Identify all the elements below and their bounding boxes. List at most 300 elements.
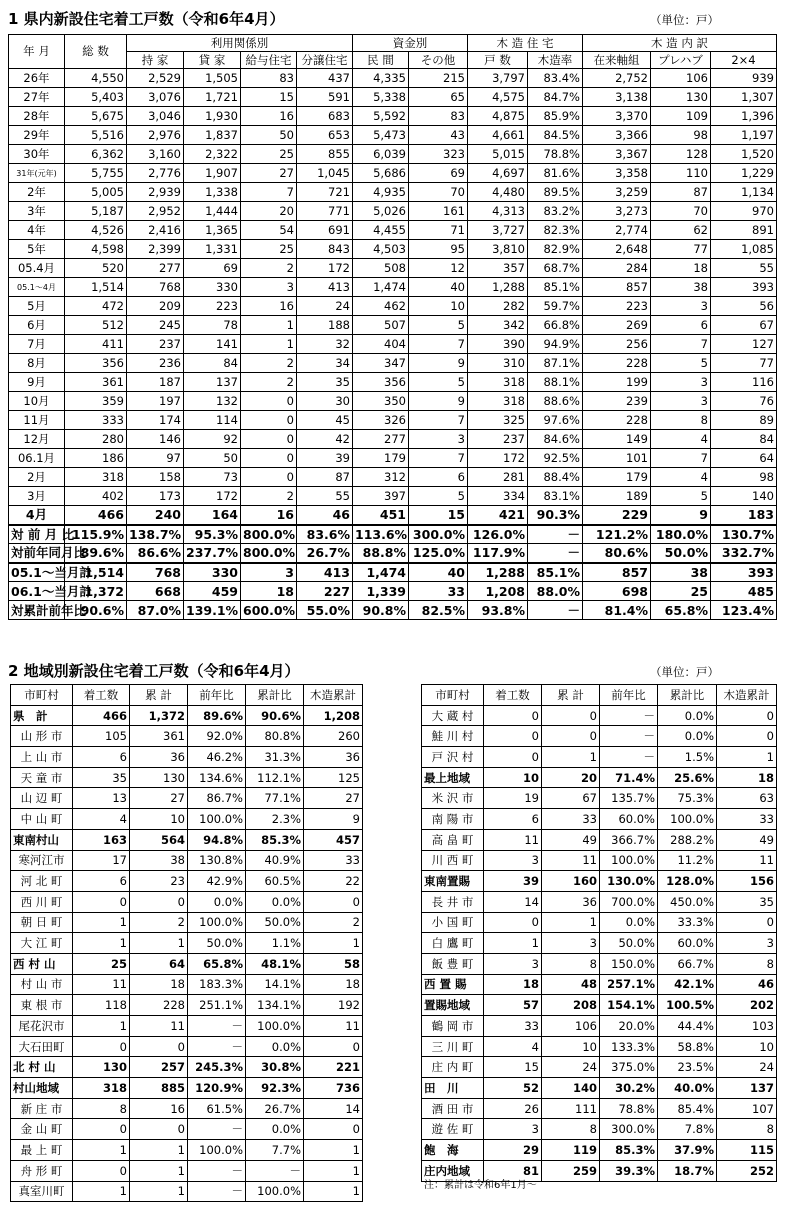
- table-cell: 101: [583, 449, 651, 468]
- region-cell: 8: [73, 1098, 130, 1119]
- table-row: [9, 259, 777, 278]
- region-cell: 75.3%: [658, 788, 717, 809]
- region-table-right: [421, 684, 777, 1182]
- table-cell: 4: [651, 430, 711, 449]
- sub-header-cell: 給与住宅: [241, 52, 297, 69]
- region-cell: 3: [484, 850, 542, 871]
- municipality-name: 飽 海: [422, 1140, 484, 1161]
- region-cell: 78.8%: [600, 1098, 658, 1119]
- table-cell: 10: [409, 297, 468, 316]
- table-cell: 2,939: [127, 183, 184, 202]
- region-row: [422, 726, 777, 747]
- table-cell: 84.7%: [528, 88, 583, 107]
- table-cell: 83: [409, 107, 468, 126]
- table-cell: 125.0%: [409, 544, 468, 563]
- municipality-name: 中 山 町: [11, 809, 73, 830]
- municipality-name: 飯 豊 町: [422, 953, 484, 974]
- region-cell: 100.0%: [188, 809, 246, 830]
- table-cell: 16: [241, 297, 297, 316]
- header-year-month: 年 月: [9, 35, 65, 69]
- municipality-name: 三 川 町: [422, 1036, 484, 1057]
- table-cell: 158: [127, 468, 184, 487]
- region-header-cell: 着工数: [73, 685, 130, 706]
- region-cell: 257: [130, 1057, 188, 1078]
- region-cell: 154.1%: [600, 995, 658, 1016]
- region-cell: 35: [73, 767, 130, 788]
- table-cell: 84: [711, 430, 777, 449]
- table-row: [9, 373, 777, 392]
- table-cell: 1,288: [468, 278, 528, 297]
- region-cell: 0.0%: [246, 891, 304, 912]
- table-cell: 5,473: [353, 126, 409, 145]
- table-row: [9, 278, 777, 297]
- table-cell: 97: [127, 449, 184, 468]
- region-cell: 8: [542, 953, 600, 974]
- region-cell: 36: [304, 747, 363, 768]
- table-cell: 88.4%: [528, 468, 583, 487]
- region-cell: 466: [73, 705, 130, 726]
- table-cell: 126.0%: [468, 525, 528, 544]
- region-cell: 29: [484, 1140, 542, 1161]
- region-row: [422, 1078, 777, 1099]
- region-cell: 94.8%: [188, 829, 246, 850]
- region-cell: 105: [73, 726, 130, 747]
- table-cell: 236: [127, 354, 184, 373]
- municipality-name: 庄 内 町: [422, 1057, 484, 1078]
- table-cell: 9: [409, 392, 468, 411]
- table-cell: 215: [409, 69, 468, 88]
- region-row: [422, 1057, 777, 1078]
- region-cell: 40.9%: [246, 850, 304, 871]
- table-cell: 1,396: [711, 107, 777, 126]
- region-cell: 39: [484, 871, 542, 892]
- region-row: [422, 974, 777, 995]
- table-cell: 141: [184, 335, 241, 354]
- table-cell: 472: [65, 297, 127, 316]
- table-cell: 88.6%: [528, 392, 583, 411]
- region-cell: 134.1%: [246, 995, 304, 1016]
- region-row: [11, 747, 363, 768]
- region-cell: 1: [73, 912, 130, 933]
- region-row: [11, 1140, 363, 1161]
- table-cell: 149: [583, 430, 651, 449]
- region-row: [422, 1140, 777, 1161]
- region-cell: 60.0%: [658, 933, 717, 954]
- row-label: 05.1～当月計: [9, 563, 65, 582]
- table-row: [9, 544, 777, 563]
- municipality-name: 北 村 山: [11, 1057, 73, 1078]
- table-cell: 45: [297, 411, 353, 430]
- table-cell: 77: [711, 354, 777, 373]
- region-cell: －: [188, 1036, 246, 1057]
- region-row: [11, 767, 363, 788]
- municipality-name: 戸 沢 村: [422, 747, 484, 768]
- municipality-name: 西 村 山: [11, 953, 73, 974]
- region-cell: 50.0%: [600, 933, 658, 954]
- region-cell: 100.0%: [658, 809, 717, 830]
- region-table-left: [10, 684, 363, 1202]
- table-cell: 228: [583, 354, 651, 373]
- table-cell: 83.1%: [528, 487, 583, 506]
- region-cell: 252: [717, 1160, 777, 1181]
- region-cell: 202: [717, 995, 777, 1016]
- table-cell: 88.1%: [528, 373, 583, 392]
- region-cell: 11: [304, 1016, 363, 1037]
- region-cell: 46: [717, 974, 777, 995]
- region-cell: 22: [304, 871, 363, 892]
- row-label: 6月: [9, 316, 65, 335]
- table-cell: 359: [65, 392, 127, 411]
- municipality-name: 河 北 町: [11, 871, 73, 892]
- region-header-cell: 前年比: [600, 685, 658, 706]
- region-row: [422, 809, 777, 830]
- region-cell: 27: [304, 788, 363, 809]
- table-cell: 3,727: [468, 221, 528, 240]
- table-cell: 87.0%: [127, 601, 184, 620]
- region-cell: 375.0%: [600, 1057, 658, 1078]
- table-cell: 82.3%: [528, 221, 583, 240]
- region-row: [11, 809, 363, 830]
- region-cell: 10: [717, 1036, 777, 1057]
- table-cell: 2: [241, 354, 297, 373]
- region-row: [11, 912, 363, 933]
- table-cell: 85.1%: [528, 278, 583, 297]
- table-cell: 86.6%: [127, 544, 184, 563]
- table-cell: 7: [651, 449, 711, 468]
- table-cell: 89: [711, 411, 777, 430]
- table-row: [9, 487, 777, 506]
- table-row: [9, 164, 777, 183]
- region-cell: 4: [73, 809, 130, 830]
- table-cell: 333: [65, 411, 127, 430]
- table-cell: 187: [127, 373, 184, 392]
- region-cell: 1: [73, 1140, 130, 1161]
- region-cell: 35: [717, 891, 777, 912]
- table-cell: 65.8%: [651, 601, 711, 620]
- region-cell: 0.0%: [246, 1036, 304, 1057]
- region-cell: 100.0%: [600, 850, 658, 871]
- table-cell: 280: [65, 430, 127, 449]
- region-cell: －: [188, 1181, 246, 1202]
- table-row: [9, 468, 777, 487]
- region-cell: 1: [73, 933, 130, 954]
- table-cell: 26.7%: [297, 544, 353, 563]
- region-header-cell: 市町村: [11, 685, 73, 706]
- housing-starts-table: [8, 34, 777, 620]
- municipality-name: 新 庄 市: [11, 1098, 73, 1119]
- table-cell: 121.2%: [583, 525, 651, 544]
- region-cell: 163: [73, 829, 130, 850]
- region-cell: 1,372: [130, 705, 188, 726]
- table-cell: 1,288: [468, 563, 528, 582]
- table-cell: 3,138: [583, 88, 651, 107]
- table-cell: 1,514: [65, 278, 127, 297]
- region-cell: 67: [542, 788, 600, 809]
- table-cell: 240: [127, 506, 184, 525]
- municipality-name: 大 江 町: [11, 933, 73, 954]
- row-label: 26年: [9, 69, 65, 88]
- region-cell: 58.8%: [658, 1036, 717, 1057]
- region-cell: 366.7%: [600, 829, 658, 850]
- table-cell: 80.6%: [583, 544, 651, 563]
- table-cell: 600.0%: [241, 601, 297, 620]
- table-cell: 114: [184, 411, 241, 430]
- sub-header-cell: 分譲住宅: [297, 52, 353, 69]
- table-cell: 83.4%: [528, 69, 583, 88]
- table-cell: 361: [65, 373, 127, 392]
- sub-header-cell: 貸 家: [184, 52, 241, 69]
- region-cell: 120.9%: [188, 1078, 246, 1099]
- row-label: 9月: [9, 373, 65, 392]
- table-cell: 227: [297, 582, 353, 601]
- table-cell: 73: [184, 468, 241, 487]
- region-cell: 20.0%: [600, 1016, 658, 1037]
- table-row: [9, 183, 777, 202]
- table-cell: 67: [711, 316, 777, 335]
- region-cell: 60.0%: [600, 809, 658, 830]
- region-cell: 33: [304, 850, 363, 871]
- table-cell: 197: [127, 392, 184, 411]
- table-cell: 2,529: [127, 69, 184, 88]
- region-cell: 13: [73, 788, 130, 809]
- table-cell: 3: [409, 430, 468, 449]
- sub-header-cell: その他: [409, 52, 468, 69]
- table-cell: 1,365: [184, 221, 241, 240]
- region-cell: 71.4%: [600, 767, 658, 788]
- table-cell: 0: [241, 468, 297, 487]
- table-cell: 2,776: [127, 164, 184, 183]
- table-cell: 15: [409, 506, 468, 525]
- region-cell: 156: [717, 871, 777, 892]
- region-row: [422, 995, 777, 1016]
- municipality-name: 最 上 町: [11, 1140, 73, 1161]
- region-row: [422, 891, 777, 912]
- table-cell: 462: [353, 297, 409, 316]
- region-row: [11, 871, 363, 892]
- table-cell: 318: [65, 468, 127, 487]
- table-cell: 140: [711, 487, 777, 506]
- region-cell: 245.3%: [188, 1057, 246, 1078]
- region-cell: 183.3%: [188, 974, 246, 995]
- region-cell: 130: [73, 1057, 130, 1078]
- region-cell: 25.6%: [658, 767, 717, 788]
- table-cell: 421: [468, 506, 528, 525]
- table-cell: 5,686: [353, 164, 409, 183]
- table-row: [9, 392, 777, 411]
- region-cell: 1.5%: [658, 747, 717, 768]
- region-cell: 1,208: [304, 705, 363, 726]
- region-cell: 31.3%: [246, 747, 304, 768]
- row-label: 29年: [9, 126, 65, 145]
- table-cell: 88.8%: [353, 544, 409, 563]
- table-cell: 0: [241, 430, 297, 449]
- row-label: 3年: [9, 202, 65, 221]
- region-cell: 0.0%: [658, 705, 717, 726]
- row-label: 11月: [9, 411, 65, 430]
- table-cell: 5: [409, 487, 468, 506]
- table-cell: 50: [184, 449, 241, 468]
- region-cell: 134.6%: [188, 767, 246, 788]
- table-cell: 6,039: [353, 145, 409, 164]
- region-cell: 81: [484, 1160, 542, 1181]
- table-cell: 330: [184, 278, 241, 297]
- table-cell: 5,592: [353, 107, 409, 126]
- table-cell: 1,229: [711, 164, 777, 183]
- region-row: [422, 1016, 777, 1037]
- table-cell: 56: [711, 297, 777, 316]
- table-cell: 459: [184, 582, 241, 601]
- municipality-name: 田 川: [422, 1078, 484, 1099]
- region-row: [422, 953, 777, 974]
- region-cell: 49: [542, 829, 600, 850]
- region-cell: 100.0%: [188, 912, 246, 933]
- table-cell: 857: [583, 563, 651, 582]
- table-cell: 2,774: [583, 221, 651, 240]
- region-row: [422, 933, 777, 954]
- table-cell: 76: [711, 392, 777, 411]
- table-cell: 81.6%: [528, 164, 583, 183]
- region-header-cell: 木造累計: [304, 685, 363, 706]
- row-label: 4月: [9, 506, 65, 525]
- table-cell: 209: [127, 297, 184, 316]
- row-label: 5年: [9, 240, 65, 259]
- region-cell: 61.5%: [188, 1098, 246, 1119]
- region-header-cell: 累計比: [658, 685, 717, 706]
- region-cell: 3: [484, 1119, 542, 1140]
- table-cell: 40: [409, 563, 468, 582]
- region-cell: 90.6%: [246, 705, 304, 726]
- row-label: 30年: [9, 145, 65, 164]
- table-cell: 318: [468, 373, 528, 392]
- table-cell: 66.8%: [528, 316, 583, 335]
- table-cell: 89.6%: [65, 544, 127, 563]
- region-cell: 11: [717, 850, 777, 871]
- table-cell: 1,134: [711, 183, 777, 202]
- table-cell: 78: [184, 316, 241, 335]
- municipality-name: 大 蔵 村: [422, 705, 484, 726]
- table-cell: 50: [241, 126, 297, 145]
- table-cell: 4,875: [468, 107, 528, 126]
- region-cell: 6: [73, 871, 130, 892]
- table-cell: 87: [297, 468, 353, 487]
- row-label: 31年(元年): [9, 164, 65, 183]
- region-cell: 23.5%: [658, 1057, 717, 1078]
- row-label: 対累計前年比: [9, 601, 65, 620]
- region-cell: 11: [73, 974, 130, 995]
- region-row: [422, 788, 777, 809]
- region-cell: 1: [484, 933, 542, 954]
- table-cell: 46: [297, 506, 353, 525]
- table-cell: 70: [409, 183, 468, 202]
- table-cell: 69: [409, 164, 468, 183]
- region-cell: 85.4%: [658, 1098, 717, 1119]
- region-cell: 92.0%: [188, 726, 246, 747]
- table-cell: 318: [468, 392, 528, 411]
- region-cell: 0: [484, 747, 542, 768]
- region-cell: 1: [542, 747, 600, 768]
- region-row: [422, 705, 777, 726]
- region-cell: 130: [130, 767, 188, 788]
- region-cell: 19: [484, 788, 542, 809]
- region-cell: 135.7%: [600, 788, 658, 809]
- region-cell: 30.2%: [600, 1078, 658, 1099]
- row-label: 7月: [9, 335, 65, 354]
- table-cell: 1,930: [184, 107, 241, 126]
- region-header-cell: 累計比: [246, 685, 304, 706]
- table-cell: 356: [353, 373, 409, 392]
- table-row: [9, 582, 777, 601]
- region-cell: 208: [542, 995, 600, 1016]
- row-label: 3月: [9, 487, 65, 506]
- municipality-name: 天 童 市: [11, 767, 73, 788]
- table-cell: 32: [297, 335, 353, 354]
- table-cell: 3,367: [583, 145, 651, 164]
- table-cell: 98: [651, 126, 711, 145]
- table-cell: 4,313: [468, 202, 528, 221]
- region-cell: 85.3%: [246, 829, 304, 850]
- table-cell: 5,675: [65, 107, 127, 126]
- table-cell: 3,273: [583, 202, 651, 221]
- region-cell: 221: [304, 1057, 363, 1078]
- table-cell: 5,187: [65, 202, 127, 221]
- sub-header-cell: 民 間: [353, 52, 409, 69]
- table-cell: 653: [297, 126, 353, 145]
- table-cell: 939: [711, 69, 777, 88]
- region-cell: 36: [130, 747, 188, 768]
- region-cell: 89.6%: [188, 705, 246, 726]
- table-cell: 12: [409, 259, 468, 278]
- table-cell: 3,370: [583, 107, 651, 126]
- table-cell: 89.5%: [528, 183, 583, 202]
- table-cell: 397: [353, 487, 409, 506]
- region-cell: 1: [304, 1140, 363, 1161]
- table-cell: 92.5%: [528, 449, 583, 468]
- region-cell: 8: [542, 1119, 600, 1140]
- table-cell: 6: [409, 468, 468, 487]
- table-cell: 390: [468, 335, 528, 354]
- table-cell: 25: [241, 145, 297, 164]
- municipality-name: 鮭 川 村: [422, 726, 484, 747]
- region-cell: 52: [484, 1078, 542, 1099]
- table-cell: 172: [184, 487, 241, 506]
- region-cell: 564: [130, 829, 188, 850]
- table-cell: 1,520: [711, 145, 777, 164]
- table-cell: 683: [297, 107, 353, 126]
- region-header-cell: 累 計: [130, 685, 188, 706]
- region-cell: 361: [130, 726, 188, 747]
- table-cell: 437: [297, 69, 353, 88]
- region-cell: 18: [130, 974, 188, 995]
- municipality-name: 米 沢 市: [422, 788, 484, 809]
- table-cell: 4,480: [468, 183, 528, 202]
- region-row: [422, 1036, 777, 1057]
- table-cell: 508: [353, 259, 409, 278]
- region-row: [422, 747, 777, 768]
- region-cell: 11: [484, 829, 542, 850]
- table-cell: 591: [297, 88, 353, 107]
- table-cell: 84.5%: [528, 126, 583, 145]
- region-row: [11, 1016, 363, 1037]
- table-cell: 843: [297, 240, 353, 259]
- region-cell: 9: [304, 809, 363, 830]
- region-row: [11, 933, 363, 954]
- table-cell: 4,526: [65, 221, 127, 240]
- table-cell: 85.9%: [528, 107, 583, 126]
- table-cell: 161: [409, 202, 468, 221]
- table-cell: 25: [651, 582, 711, 601]
- sub-header-cell: 2×4: [711, 52, 777, 69]
- table-cell: 7: [241, 183, 297, 202]
